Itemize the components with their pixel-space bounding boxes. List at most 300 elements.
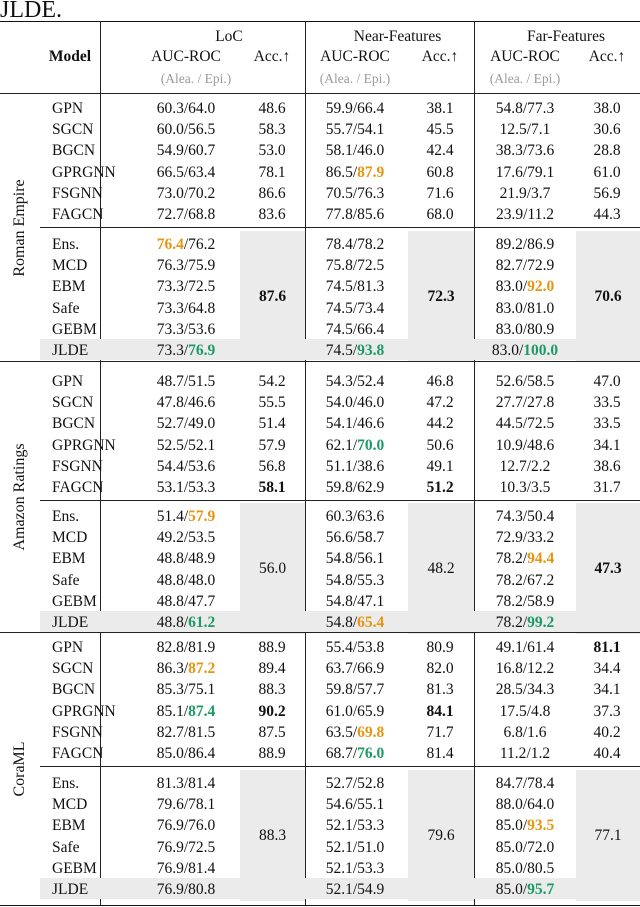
auc-separator: / [352, 436, 358, 454]
model-name: EBM [52, 817, 86, 835]
model-name: MCD [52, 796, 88, 814]
auc-cell [300, 319, 410, 340]
auc-separator: / [522, 881, 528, 898]
auc-separator: / [183, 592, 189, 610]
acc-cell: 71.6 [426, 184, 454, 202]
auc-cell [470, 371, 580, 392]
auc-cell [300, 658, 410, 679]
acc-cell: 42.4 [426, 142, 454, 160]
auc-separator: / [183, 278, 189, 296]
auc-epistemic: 95.7 [527, 881, 555, 898]
auc-separator: / [522, 278, 528, 296]
auc-epistemic: 81.5 [188, 723, 216, 741]
auc-aleatoric: 52.7 [325, 775, 353, 792]
auc-cell [131, 456, 241, 477]
auc-aleatoric: 11.2 [499, 745, 527, 762]
model-name: Ens. [52, 508, 80, 525]
auc-separator: / [352, 838, 358, 856]
auc-separator: / [522, 436, 528, 454]
dataset-label: Amazon Ratings [11, 442, 28, 551]
acc-cell: 33.5 [593, 415, 621, 433]
auc-aleatoric: 86.3 [156, 660, 184, 678]
auc-separator: / [183, 817, 189, 835]
model-name: FSGNN [52, 184, 103, 202]
auc-cell [300, 392, 410, 413]
auc-separator: / [526, 702, 532, 720]
auc-aleatoric: 54.8 [325, 571, 353, 589]
acc-cell: 81.1 [593, 639, 621, 656]
auc-cell [131, 743, 241, 764]
auc-aleatoric: 78.2 [495, 592, 523, 610]
acc-cell: 38.0 [593, 100, 621, 117]
acc-cell: 34.1 [593, 681, 621, 699]
acc-cell: 33.5 [593, 394, 621, 412]
auc-separator: / [183, 660, 189, 678]
auc-aleatoric: 48.8 [156, 592, 184, 610]
auc-epistemic: 58.7 [357, 529, 385, 547]
auc-epistemic: 93.8 [357, 342, 385, 359]
auc-epistemic: 66.9 [357, 660, 385, 678]
auc-epistemic: 62.9 [357, 479, 385, 496]
acc-merged-value: 70.6 [594, 287, 622, 305]
auc-cell [470, 319, 580, 340]
acc-cell: 38.6 [593, 457, 621, 475]
auc-separator: / [522, 508, 528, 525]
auc-separator: / [183, 550, 189, 568]
auc-separator: / [183, 320, 189, 338]
auc-separator: / [183, 100, 189, 117]
auc-epistemic: 48.6 [527, 436, 555, 454]
auc-cell [470, 204, 580, 225]
auc-separator: / [522, 257, 528, 275]
acc-cell: 88.3 [258, 681, 286, 699]
auc-epistemic: 51.5 [188, 373, 216, 390]
auc-cell [131, 162, 241, 183]
auc-aleatoric: 62.1 [325, 436, 353, 454]
acc-merged-value: 77.1 [594, 826, 622, 844]
auc-aleatoric: 17.5 [499, 702, 527, 720]
auc-aleatoric: 72.7 [156, 206, 184, 223]
auc-cell [131, 371, 241, 392]
auc-epistemic: 73.4 [357, 299, 385, 317]
auc-separator: / [352, 550, 358, 568]
auc-separator: / [526, 184, 532, 202]
auc-separator: / [522, 639, 528, 656]
auc-aleatoric: 85.3 [156, 681, 184, 699]
auc-epistemic: 67.2 [527, 571, 555, 589]
auc-aleatoric: 52.1 [325, 817, 353, 835]
header-group-2: Far-Features [526, 28, 606, 45]
model-name: SGCN [52, 660, 94, 678]
acc-cell: 58.3 [258, 121, 286, 139]
auc-epistemic: 81.4 [188, 775, 216, 792]
auc-cell [131, 879, 241, 900]
auc-cell [470, 527, 580, 548]
auc-cell [131, 234, 241, 255]
auc-aleatoric: 83.0 [491, 342, 519, 359]
model-name: FAGCN [52, 479, 104, 496]
caption-tail: JLDE. [0, 0, 62, 23]
model-name: SGCN [52, 121, 94, 139]
model-name: EBM [52, 278, 86, 296]
acc-cell: 87.5 [258, 723, 286, 741]
auc-separator: / [522, 817, 528, 835]
auc-epistemic: 80.9 [527, 320, 555, 338]
auc-aleatoric: 59.8 [325, 479, 353, 496]
auc-cell [470, 276, 580, 297]
auc-cell [300, 548, 410, 569]
auc-separator: / [183, 236, 189, 253]
dataset-label: CoraML [11, 740, 28, 797]
auc-aleatoric: 63.7 [325, 660, 353, 678]
auc-cell [300, 637, 410, 658]
acc-cell: 88.9 [258, 745, 286, 762]
auc-aleatoric: 83.0 [495, 320, 523, 338]
acc-cell: 78.1 [258, 163, 286, 181]
auc-epistemic: 72.9 [527, 257, 555, 275]
auc-cell [131, 658, 241, 679]
auc-epistemic: 86.9 [527, 236, 555, 253]
auc-epistemic: 56.5 [188, 121, 216, 139]
auc-separator: / [522, 550, 528, 568]
auc-epistemic: 87.4 [188, 702, 216, 720]
auc-epistemic: 50.4 [527, 508, 555, 525]
auc-epistemic: 47.1 [357, 592, 385, 610]
auc-separator: / [183, 206, 189, 223]
auc-epistemic: 94.4 [527, 550, 555, 568]
auc-cell [131, 183, 241, 204]
auc-epistemic: 63.4 [188, 163, 216, 181]
dataset-label: Roman Empire [11, 179, 28, 277]
auc-aleatoric: 76.9 [156, 881, 184, 898]
auc-separator: / [183, 508, 189, 525]
auc-epistemic: 53.3 [188, 479, 216, 496]
auc-separator: / [522, 394, 528, 412]
acc-cell: 86.6 [258, 184, 286, 202]
auc-cell [470, 413, 580, 434]
auc-separator: / [183, 681, 189, 699]
auc-aleatoric: 61.0 [325, 702, 353, 720]
auc-epistemic: 38.6 [357, 457, 385, 475]
acc-cell: 46.8 [426, 373, 454, 390]
auc-aleatoric: 52.1 [325, 838, 353, 856]
auc-aleatoric: 63.5 [325, 723, 353, 741]
acc-cell: 34.1 [593, 436, 621, 454]
auc-epistemic: 64.8 [188, 299, 216, 317]
auc-separator: / [183, 702, 189, 720]
auc-separator: / [183, 299, 189, 317]
auc-epistemic: 81.9 [188, 639, 216, 656]
auc-separator: / [352, 457, 358, 475]
block-rule [40, 766, 640, 767]
auc-epistemic: 1.2 [530, 745, 551, 762]
auc-separator: / [522, 373, 528, 390]
auc-separator: / [522, 571, 528, 589]
model-name: Safe [52, 571, 80, 589]
auc-aleatoric: 56.6 [325, 529, 353, 547]
auc-cell [300, 591, 410, 612]
model-name: BGCN [52, 415, 96, 433]
auc-epistemic: 1.6 [527, 723, 547, 741]
acc-cell: 68.0 [426, 206, 454, 223]
acc-cell: 82.0 [426, 660, 454, 678]
auc-epistemic: 27.8 [527, 394, 555, 412]
auc-separator: / [183, 457, 189, 475]
auc-aleatoric: 54.0 [325, 394, 353, 412]
auc-epistemic: 78.2 [357, 236, 385, 253]
acc-merged-value: 47.3 [594, 559, 622, 577]
auc-cell [300, 162, 410, 183]
auc-aleatoric: 52.1 [325, 881, 353, 898]
auc-aleatoric: 6.8 [503, 723, 523, 741]
auc-aleatoric: 44.5 [495, 415, 523, 433]
auc-separator: / [522, 236, 528, 253]
auc-aleatoric: 76.3 [156, 257, 184, 275]
auc-aleatoric: 73.3 [156, 278, 184, 296]
auc-epistemic: 33.2 [527, 529, 555, 547]
auc-aleatoric: 59.8 [325, 681, 353, 699]
auc-aleatoric: 66.5 [156, 163, 184, 181]
auc-aleatoric: 68.7 [325, 745, 353, 762]
auc-aleatoric: 12.7 [499, 457, 527, 475]
auc-epistemic: 7.1 [531, 121, 551, 139]
auc-cell [300, 255, 410, 276]
auc-cell [131, 276, 241, 297]
auc-separator: / [352, 299, 358, 317]
auc-separator: / [183, 881, 189, 898]
auc-separator: / [522, 415, 528, 433]
auc-cell [131, 413, 241, 434]
auc-epistemic: 53.6 [188, 457, 216, 475]
auc-cell [300, 858, 410, 879]
auc-separator: / [183, 745, 189, 762]
auc-separator: / [183, 436, 189, 454]
acc-cell: 81.3 [426, 681, 454, 699]
auc-separator: / [522, 723, 528, 741]
model-name: GPN [52, 373, 84, 390]
auc-aleatoric: 60.3 [156, 100, 184, 117]
auc-cell [470, 183, 580, 204]
auc-aleatoric: 85.0 [495, 859, 523, 877]
auc-separator: / [522, 796, 528, 814]
auc-cell [300, 815, 410, 836]
auc-cell [300, 794, 410, 815]
auc-epistemic: 49.0 [188, 415, 216, 433]
auc-cell [300, 413, 410, 434]
header-auc-0: AUC-ROC [151, 48, 221, 65]
auc-epistemic: 66.4 [357, 320, 385, 338]
auc-separator: / [352, 614, 358, 631]
auc-epistemic: 61.2 [188, 614, 216, 631]
auc-cell [470, 234, 580, 255]
auc-aleatoric: 49.2 [156, 529, 184, 547]
acc-cell: 54.2 [258, 373, 286, 390]
auc-cell [470, 591, 580, 612]
auc-cell [470, 570, 580, 591]
auc-aleatoric: 78.2 [495, 571, 523, 589]
model-name: GPN [52, 100, 84, 117]
auc-epistemic: 78.4 [527, 775, 555, 792]
acc-cell: 58.1 [258, 479, 286, 496]
auc-aleatoric: 51.1 [325, 457, 353, 475]
auc-aleatoric: 79.6 [156, 796, 184, 814]
auc-aleatoric: 72.9 [495, 529, 523, 547]
auc-separator: / [352, 394, 358, 412]
auc-aleatoric: 76.9 [156, 838, 184, 856]
auc-separator: / [352, 373, 358, 390]
auc-cell [131, 119, 241, 140]
auc-cell [300, 570, 410, 591]
auc-cell [131, 773, 241, 794]
auc-cell [470, 140, 580, 161]
auc-epistemic: 57.7 [357, 681, 385, 699]
auc-separator: / [352, 723, 358, 741]
auc-epistemic: 81.3 [357, 278, 385, 296]
auc-epistemic: 58.5 [527, 373, 555, 390]
model-name: Safe [52, 299, 80, 317]
auc-cell [470, 679, 580, 700]
auc-aleatoric: 10.3 [499, 479, 527, 496]
auc-separator: / [522, 299, 528, 317]
auc-cell [300, 140, 410, 161]
auc-cell [131, 837, 241, 858]
auc-separator: / [522, 592, 528, 610]
auc-cell [300, 837, 410, 858]
auc-separator: / [522, 614, 528, 631]
auc-cell [131, 298, 241, 319]
auc-separator: / [518, 342, 524, 359]
auc-epistemic: 76.3 [357, 184, 385, 202]
auc-aleatoric: 59.9 [325, 100, 353, 117]
auc-separator: / [183, 775, 189, 792]
auc-aleatoric: 73.3 [156, 342, 184, 359]
acc-merged-value: 79.6 [427, 826, 455, 844]
auc-aleatoric: 88.0 [495, 796, 523, 814]
acc-merged-value: 87.6 [258, 287, 287, 305]
header-rule [0, 93, 640, 94]
auc-cell [300, 98, 410, 119]
auc-aleatoric: 49.1 [495, 639, 523, 656]
auc-aleatoric: 73.0 [156, 184, 184, 202]
acc-cell: 44.3 [593, 206, 621, 223]
auc-cell [131, 527, 241, 548]
acc-cell: 53.0 [258, 142, 286, 160]
auc-separator: / [522, 320, 528, 338]
header-auc-sub-1: (Alea. / Epi.) [319, 71, 391, 86]
auc-aleatoric: 48.7 [156, 373, 184, 390]
auc-separator: / [183, 479, 189, 496]
auc-separator: / [352, 479, 358, 496]
auc-separator: / [183, 163, 189, 181]
auc-epistemic: 70.0 [357, 436, 385, 454]
header-group-1: Near-Features [353, 28, 442, 45]
auc-cell [470, 637, 580, 658]
auc-separator: / [183, 838, 189, 856]
auc-cell [300, 773, 410, 794]
auc-epistemic: 93.5 [527, 817, 555, 835]
auc-aleatoric: 85.0 [495, 817, 523, 835]
auc-cell [470, 255, 580, 276]
auc-epistemic: 53.3 [357, 859, 385, 877]
header-auc-2: AUC-ROC [490, 48, 560, 65]
auc-cell [300, 456, 410, 477]
auc-epistemic: 46.6 [357, 415, 385, 433]
acc-merged-value: 72.3 [427, 287, 455, 305]
auc-epistemic: 46.6 [188, 394, 216, 412]
auc-aleatoric: 51.4 [156, 508, 184, 525]
auc-cell [470, 298, 580, 319]
auc-aleatoric: 86.5 [325, 163, 353, 181]
auc-epistemic: 72.0 [527, 838, 555, 856]
auc-cell [300, 612, 410, 633]
auc-separator: / [352, 206, 358, 223]
auc-epistemic: 86.4 [188, 745, 216, 762]
acc-merged-value: 56.0 [258, 559, 287, 577]
auc-cell [131, 392, 241, 413]
acc-cell: 37.3 [593, 702, 621, 720]
auc-separator: / [352, 745, 358, 762]
auc-aleatoric: 27.7 [495, 394, 523, 412]
auc-cell [470, 435, 580, 456]
auc-aleatoric: 54.8 [325, 550, 353, 568]
model-name: GPRGNN [52, 163, 116, 181]
auc-aleatoric: 23.9 [496, 206, 524, 223]
auc-cell [470, 506, 580, 527]
auc-aleatoric: 16.8 [495, 660, 523, 678]
auc-cell [470, 743, 580, 764]
auc-cell [300, 527, 410, 548]
model-name: Ens. [52, 775, 80, 792]
acc-cell: 57.9 [258, 436, 286, 454]
auc-aleatoric: 52.1 [325, 859, 353, 877]
auc-separator: / [352, 592, 358, 610]
auc-epistemic: 100.0 [523, 342, 559, 359]
auc-aleatoric: 52.5 [156, 436, 184, 454]
auc-epistemic: 66.4 [357, 100, 385, 117]
auc-separator: / [352, 320, 358, 338]
auc-cell [300, 477, 410, 498]
auc-cell [131, 858, 241, 879]
auc-separator: / [526, 745, 531, 762]
auc-aleatoric: 48.8 [156, 614, 184, 631]
model-name: FSGNN [52, 457, 103, 475]
acc-cell: 51.4 [258, 415, 286, 433]
auc-aleatoric: 48.8 [156, 571, 184, 589]
auc-epistemic: 72.5 [188, 838, 216, 856]
auc-aleatoric: 78.2 [495, 614, 523, 631]
model-name: GEBM [52, 592, 97, 610]
auc-separator: / [522, 838, 528, 856]
model-name: EBM [52, 550, 86, 568]
auc-cell [470, 392, 580, 413]
auc-separator: / [522, 163, 528, 181]
auc-separator: / [522, 681, 528, 699]
auc-separator: / [183, 184, 189, 202]
acc-cell: 60.8 [426, 163, 454, 181]
acc-cell: 28.8 [593, 142, 621, 160]
acc-cell: 44.2 [426, 415, 454, 433]
auc-separator: / [352, 639, 358, 656]
acc-cell: 47.2 [426, 394, 454, 412]
auc-cell [131, 477, 241, 498]
auc-epistemic: 65.9 [357, 702, 385, 720]
model-name: FSGNN [52, 723, 103, 741]
auc-epistemic: 12.2 [527, 660, 555, 678]
auc-separator: / [523, 206, 528, 223]
auc-aleatoric: 10.9 [495, 436, 523, 454]
dataset-rule [0, 632, 640, 633]
header-auc-1: AUC-ROC [320, 48, 390, 65]
